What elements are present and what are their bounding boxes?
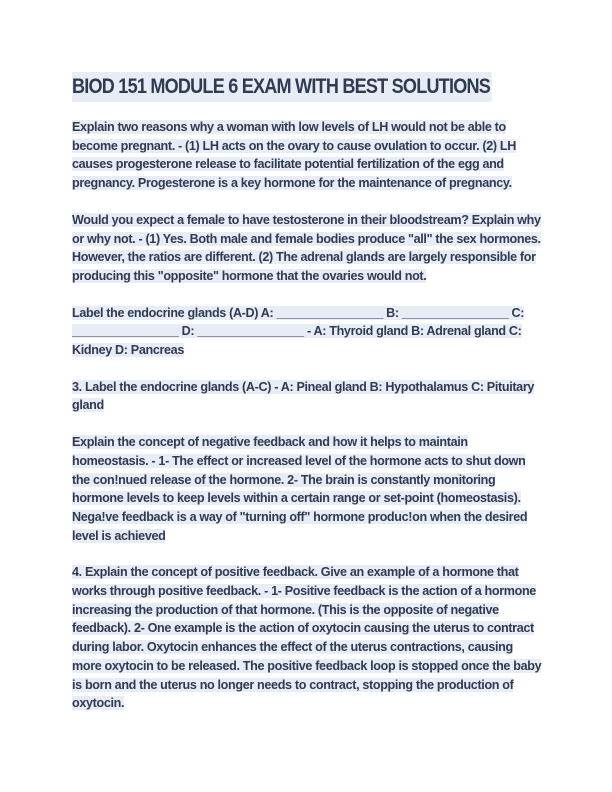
qa-paragraph-testosterone xyxy=(72,211,542,286)
qa-paragraph-glands-a-d xyxy=(72,304,542,360)
paragraph-text: 4. Explain the concept of positive feedback. Give an example of a hormone that works through positive feedback. - 1- Positive feedback is the action of a hormone increasing the production of that hormone. (This is the opposite of negative feedback). 2- One example is the action of oxytocin causing the uterus to contract during labor. Oxytocin enhances the effect of the uterus contractions, causing more oxytocin to be released. The positive feedback loop is stopped once the baby is born and the uterus no longer needs to contract, stopping the production of oxytocin. xyxy=(72,565,542,711)
document-page xyxy=(72,72,542,731)
paragraph-text: 3. Label the endocrine glands (A-C) - A: Pineal gland B: Hypothalamus C: Pituitary gland xyxy=(72,379,535,413)
qa-paragraph-lh xyxy=(72,118,542,193)
paragraph-text: Explain the concept of negative feedback and how it helps to maintain homeostasis. - 1- The effect or increased level of the hormone acts to shut down the con!nued release of the hormone. 2- The brain is constantly monitoring hormone levels to keep levels within a certain range or set-point (homeostasis). Nega!ve feedback is a way of "turning off" hormone produc!on when the desired level is achieved xyxy=(72,435,528,543)
qa-paragraph-glands-a-c xyxy=(72,378,542,415)
paragraph-text: Would you expect a female to have testosterone in their bloodstream? Explain why or why not. - (1) Yes. Both male and female bodies produce "all" the sex hormones. However, the ratios are different. (2) The adrenal glands are largely responsible for producing this "opposite" hormone that the ovaries would not. xyxy=(72,212,541,283)
paragraph-text: Label the endocrine glands (A-D) A: ________________ B: ________________ C: ________________ D: ________________ - A: Thyroid gland B: Adrenal gland C: Kidney D: Pancreas xyxy=(72,305,525,358)
paragraph-text: Explain two reasons why a woman with low levels of LH would not be able to become pregnant. - (1) LH acts on the ovary to cause ovulation to occur. (2) LH causes progesterone release to facilitate potential fertilization of the egg and pregnancy. Progesterone is a key hormone for the maintenance of pregnancy. xyxy=(72,120,516,191)
qa-paragraph-negative-feedback xyxy=(72,433,542,545)
document-title: BIOD 151 MODULE 6 EXAM WITH BEST SOLUTIONS xyxy=(72,72,492,102)
qa-paragraph-positive-feedback xyxy=(72,563,542,713)
